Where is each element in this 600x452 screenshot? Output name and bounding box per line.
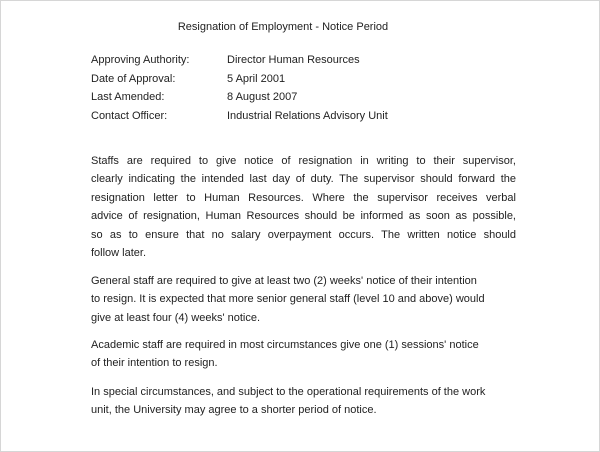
text-line: to resign. It is expected that more senior general staff (level 10 and above) would bbox=[91, 293, 485, 306]
document-metadata bbox=[91, 51, 388, 125]
meta-row-date-of-approval bbox=[91, 70, 388, 89]
text-line: advice of resignation, Human Resources should be informed as soon as possible, bbox=[91, 210, 516, 223]
text-line: resignation letter to Human Resources. Where the supervisor receives verbal bbox=[91, 191, 516, 204]
meta-row-last-amended bbox=[91, 88, 388, 107]
document-title: Resignation of Employment - Notice Period bbox=[177, 21, 389, 33]
paragraph-academic-staff bbox=[91, 336, 516, 373]
meta-value: Director Human Resources bbox=[227, 54, 360, 66]
paragraph-special-circumstances bbox=[91, 383, 516, 420]
text-line: of their intention to resign. bbox=[91, 357, 218, 370]
meta-label: Date of Approval: bbox=[91, 72, 176, 85]
meta-label: Contact Officer: bbox=[91, 109, 168, 122]
meta-label: Last Amended: bbox=[91, 91, 165, 103]
meta-row-approving-authority bbox=[91, 51, 388, 70]
text-line: give at least four (4) weeks' notice. bbox=[91, 311, 261, 324]
text-line: clearly indicating the intended last day of duty. The supervisor should forward the bbox=[91, 173, 516, 186]
paragraph-general-staff bbox=[91, 272, 516, 327]
text-line: follow later. bbox=[91, 246, 147, 259]
text-line: Staffs are required to give notice of resignation in writing to their supervisor, bbox=[91, 155, 516, 167]
meta-label: Approving Authority: bbox=[91, 54, 190, 66]
meta-row-contact-officer bbox=[91, 107, 388, 126]
paragraph-notice-requirement bbox=[91, 152, 516, 262]
meta-value: 5 April 2001 bbox=[227, 72, 286, 85]
text-line: In special circumstances, and subject to the operational requirements of the work bbox=[91, 386, 486, 398]
text-line: unit, the University may agree to a shorter period of notice. bbox=[91, 404, 377, 417]
text-line: General staff are required to give at least two (2) weeks' notice of their intention bbox=[91, 275, 477, 287]
meta-value: 8 August 2007 bbox=[227, 91, 298, 103]
text-line: so as to ensure that no salary overpayment occurs. The written notice should bbox=[91, 228, 516, 241]
text-line: Academic staff are required in most circumstances give one (1) sessions' notice bbox=[91, 339, 479, 351]
meta-value: Industrial Relations Advisory Unit bbox=[227, 109, 388, 122]
